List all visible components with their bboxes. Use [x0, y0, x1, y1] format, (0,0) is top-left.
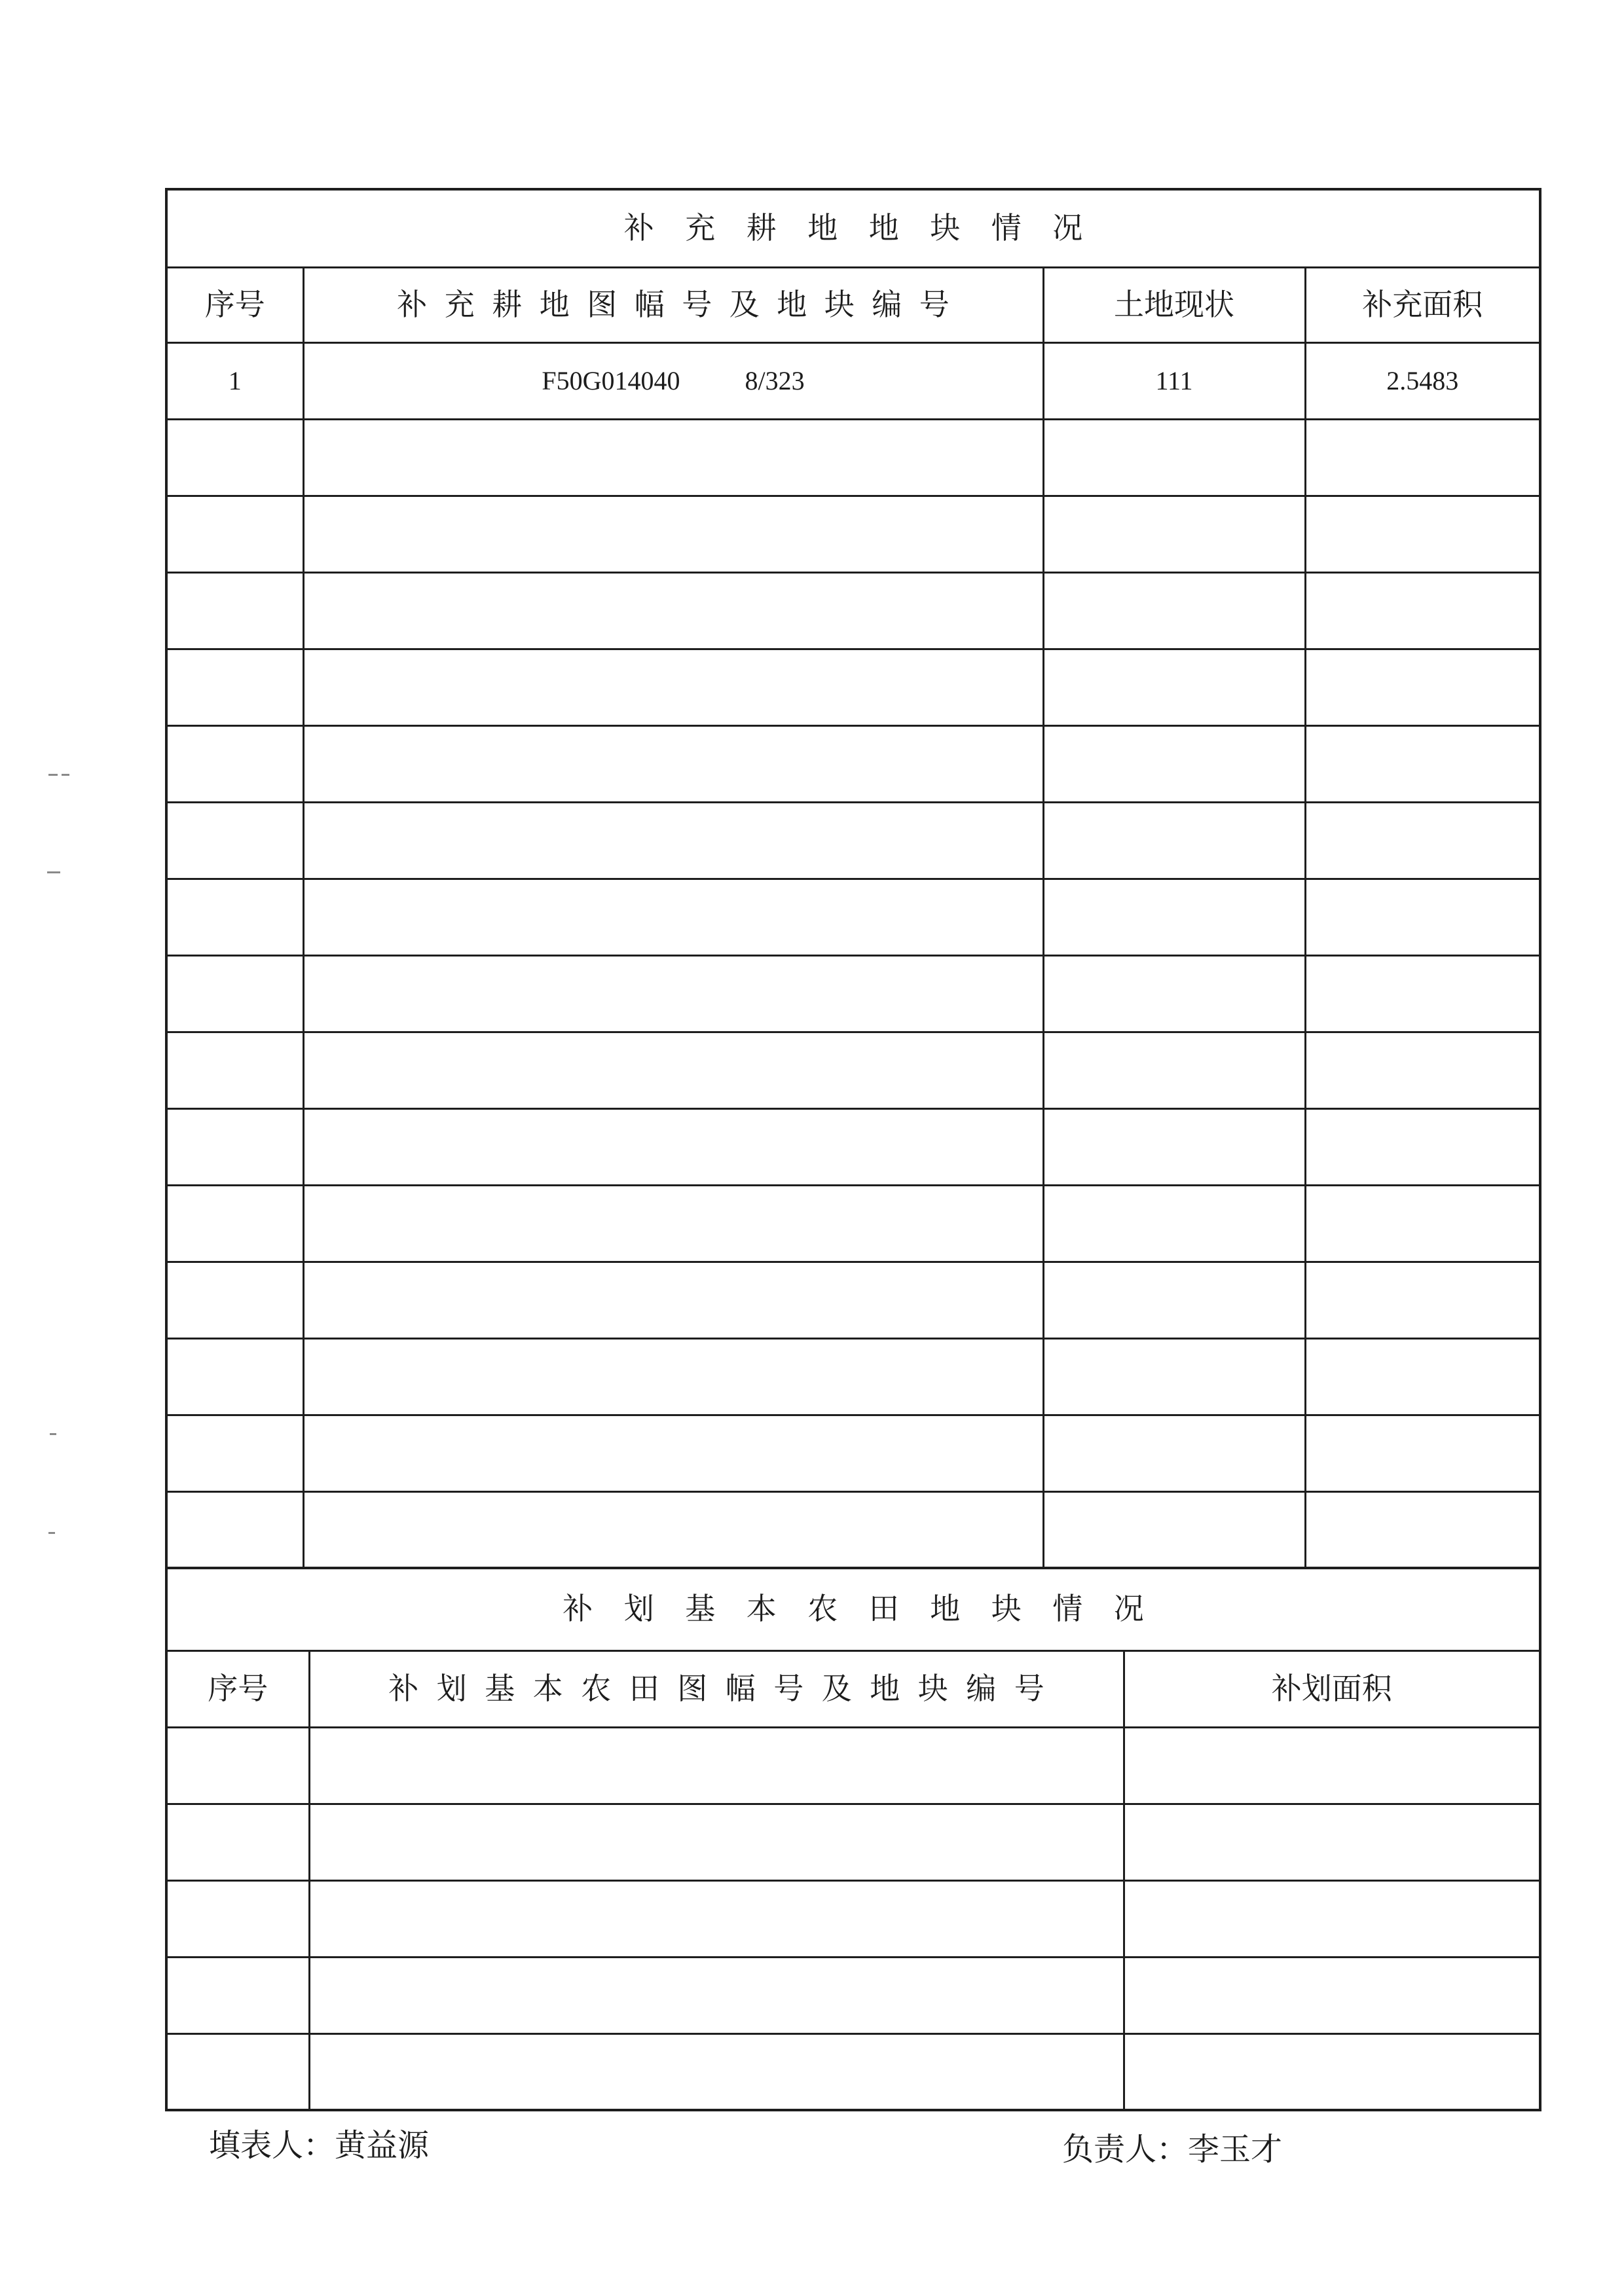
table-row [166, 1491, 1540, 1568]
table-cell [1305, 649, 1540, 725]
table-cell [1305, 419, 1540, 496]
table-cell [303, 1108, 1043, 1185]
table-cell [166, 1804, 309, 1880]
table-cell [1305, 955, 1540, 1032]
table-cell [1305, 725, 1540, 802]
table-row [166, 419, 1540, 496]
cultivated-land-table [165, 188, 1541, 1569]
table-cell [1305, 1108, 1540, 1185]
table-cell [166, 1262, 303, 1338]
cell-area: 2.5483 [1305, 342, 1540, 419]
table-cell [1124, 2033, 1540, 2110]
table-cell [166, 1415, 303, 1491]
table-row [166, 1338, 1540, 1415]
table-cell [1043, 649, 1305, 725]
cell-map-plot [303, 342, 1043, 419]
table-row [166, 342, 1540, 419]
table-cell [1043, 802, 1305, 879]
table-cell [303, 419, 1043, 496]
table-cell [1043, 725, 1305, 802]
table-cell [166, 1491, 303, 1568]
basic-farmland-title [166, 1569, 1540, 1650]
table-row [166, 649, 1540, 725]
table-row [166, 1415, 1540, 1491]
table-cell [166, 1880, 309, 1957]
table-cell [303, 649, 1043, 725]
table-row [166, 955, 1540, 1032]
table-cell [303, 1032, 1043, 1108]
header-map-plot [309, 1650, 1124, 1727]
table-row [166, 725, 1540, 802]
table-row [166, 1108, 1540, 1185]
table-cell [1043, 1262, 1305, 1338]
table-cell [303, 1185, 1043, 1262]
table-row [166, 1804, 1540, 1880]
table-cell [1043, 955, 1305, 1032]
header-map-plot-label: 补 充 耕 地 图 幅 号 及 地 块 编 号 [397, 287, 950, 321]
table-cell [1305, 879, 1540, 955]
table-cell [303, 879, 1043, 955]
table-cell [1043, 1108, 1305, 1185]
map-sheet-number: F50G014040 [542, 365, 680, 395]
table-cell [1305, 1032, 1540, 1108]
table-cell [309, 1727, 1124, 1804]
table-row [166, 1880, 1540, 1957]
table-cell [303, 1338, 1043, 1415]
form-sheet [165, 188, 1539, 2111]
cell-land-status: 111 [1043, 342, 1305, 419]
table-cell [166, 496, 303, 572]
table-cell [303, 1262, 1043, 1338]
cell-seq: 1 [166, 342, 303, 419]
header-land-status: 土地现状 [1043, 267, 1305, 342]
table-cell [1043, 1415, 1305, 1491]
scan-mark [47, 871, 60, 873]
table-cell [1043, 1032, 1305, 1108]
table-cell [166, 725, 303, 802]
table-cell [166, 1957, 309, 2033]
table-cell [303, 725, 1043, 802]
table-cell [1043, 496, 1305, 572]
table-cell [166, 802, 303, 879]
table-row [166, 1262, 1540, 1338]
table-cell [166, 419, 303, 496]
table-cell [1124, 1957, 1540, 2033]
table-cell [1305, 1415, 1540, 1491]
table-header-row [166, 1650, 1540, 1727]
table-cell [166, 572, 303, 649]
table-cell [166, 1108, 303, 1185]
table-row [166, 1957, 1540, 2033]
table-title: 补 充 耕 地 地 块 情 况 [623, 211, 1083, 245]
table-cell [309, 2033, 1124, 2110]
table-cell [303, 1491, 1043, 1568]
header-area: 补充面积 [1305, 267, 1540, 342]
table-cell [1043, 1491, 1305, 1568]
header-seq: 序号 [166, 267, 303, 342]
table-cell [1043, 1185, 1305, 1262]
table-cell [309, 1880, 1124, 1957]
table-cell [166, 1727, 309, 1804]
table-cell [309, 1804, 1124, 1880]
table-cell [1305, 802, 1540, 879]
table-cell [303, 955, 1043, 1032]
table-row [166, 572, 1540, 649]
scan-mark [50, 1433, 56, 1435]
table-cell [166, 955, 303, 1032]
plot-number: 8/323 [745, 365, 805, 395]
table-cell [1043, 1338, 1305, 1415]
table-row [166, 1185, 1540, 1262]
header-map-plot [303, 267, 1043, 342]
table-cell [1305, 572, 1540, 649]
table-cell [1305, 1338, 1540, 1415]
responsible-person-line: 负责人：李玉才 [1062, 2132, 1283, 2167]
table-cell [1124, 1804, 1540, 1880]
scan-mark [48, 774, 58, 776]
table-cell [1124, 1880, 1540, 1957]
table-row [166, 879, 1540, 955]
table-cell [303, 802, 1043, 879]
scan-mark [48, 1532, 55, 1534]
basic-farmland-table [165, 1569, 1541, 2111]
table-cell [1043, 879, 1305, 955]
filled-by-signature-line: 填表人：黄益源 [209, 2128, 430, 2163]
header-seq: 序号 [166, 1650, 309, 1727]
table-cell [309, 1957, 1124, 2033]
table-cell [166, 1338, 303, 1415]
table-cell [303, 496, 1043, 572]
table-cell [166, 1032, 303, 1108]
table-row [166, 2033, 1540, 2110]
table-cell [1305, 496, 1540, 572]
table-row [166, 1727, 1540, 1804]
table-cell [1043, 419, 1305, 496]
table-cell [166, 649, 303, 725]
scan-mark [62, 774, 69, 776]
cultivated-land-title [166, 189, 1540, 267]
table-cell [166, 879, 303, 955]
table-cell [166, 1185, 303, 1262]
table-title-row [166, 1569, 1540, 1650]
table-cell [1305, 1185, 1540, 1262]
table-cell [1124, 1727, 1540, 1804]
table-cell [1305, 1491, 1540, 1568]
table-row [166, 496, 1540, 572]
table-cell [303, 572, 1043, 649]
table-row [166, 802, 1540, 879]
table-cell [1043, 572, 1305, 649]
table-header-row [166, 267, 1540, 342]
header-map-plot-label: 补 划 基 本 农 田 图 幅 号 及 地 块 编 号 [388, 1671, 1044, 1705]
table-title: 补 划 基 本 农 田 地 块 情 况 [563, 1592, 1144, 1626]
table-cell [303, 1415, 1043, 1491]
table-cell [1305, 1262, 1540, 1338]
header-area: 补划面积 [1124, 1650, 1540, 1727]
table-row [166, 1032, 1540, 1108]
table-cell [166, 2033, 309, 2110]
table-title-row [166, 189, 1540, 267]
